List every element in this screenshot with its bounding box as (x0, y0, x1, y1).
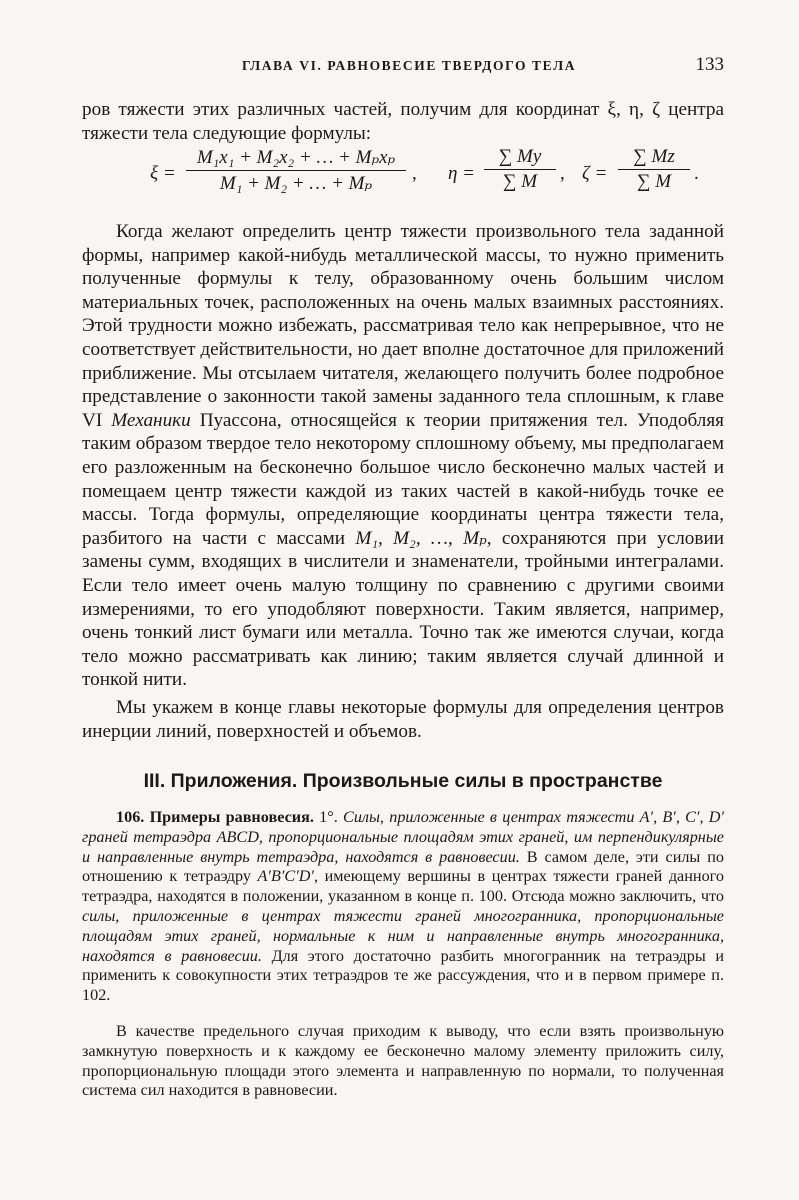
p3-text: В самом деле, эти силы по отношению к тетраэдру (82, 847, 724, 886)
center-of-gravity-formulas (150, 146, 710, 204)
p1-text: Когда желают определить центр тяжести произвольного тела заданной формы, например какой-нибудь металлической массы, то нужно применить полученные формулы к телу, образованному очень большим числом материальных точек, расположенных на очень малых взаимных расстояниях. Этой трудности можно избежать, рассматривая тело как непрерывное, что не соответствует действительности, но дает вполне достаточное для приложений приближение. Мы отсылаем читателя, желающего получить более подробное представление о законности такой замены заданного тела сплошным, к главе VI (82, 221, 724, 431)
paragraph-end-of-chapter-note: Мы укажем в конце главы некоторые формулы для определения центров инерции линий, поверхностей и объемов. (82, 697, 724, 742)
intro-paragraph: ров тяжести этих различных частей, получим для координат ξ, η, ζ центра тяжести тела следующие формулы: (82, 99, 724, 144)
separator: , (412, 163, 417, 184)
zeta-denominator: ∑ M (636, 171, 672, 192)
paragraph-equilibrium-examples (82, 808, 724, 1006)
p3-tetrahedron-name: A′B′C′D′ (257, 867, 314, 886)
xi-denominator: M₁ + M₂ + … + Mₚ (219, 173, 373, 194)
eta-denominator: ∑ M (502, 171, 538, 192)
xi-lhs: ξ = (150, 163, 176, 184)
paragraph-limiting-case: В качестве предельного случая приходим к выводу, что если взять произвольную замкнутую поверхность и к каждому ее бесконечно малому элементу приложить силу, пропорциональную площади этого элемента и направленную по нормали, то полученная система сил находится в равновесии. (82, 1022, 724, 1100)
example-heading: 106. Примеры равновесия. (116, 808, 314, 826)
xi-fraction (186, 146, 406, 195)
zeta-lhs: ζ = (582, 163, 608, 184)
eta-lhs: η = (448, 163, 475, 184)
p3-text: 1°. (313, 808, 344, 826)
p3-theorem-tetrahedron: Силы, приложенные в центрах тяжести A′, B′, C′, D′ граней тетраэдра ABCD, пропорциональные площадям этих граней, им перпендикулярные и направленные внутрь тетраэдра, находятся в равновесии. (82, 808, 724, 866)
zeta-numerator: ∑ Mz (633, 146, 675, 167)
p3-theorem-polyhedron: силы, приложенные в центрах тяжести граней многогранника, пропорциональные площадям этих граней, нормальные к ним и направленные внутрь многогранника, находятся в равновесии. (82, 906, 724, 965)
fraction-bar (618, 169, 690, 170)
page-header (82, 54, 724, 80)
eta-numerator: ∑ My (498, 146, 542, 167)
paragraph-continuous-body (82, 220, 724, 692)
p3-text: Для этого достаточно разбить многогранник на тетраэдры и применить к совокупности этих тетраэдров те же рассуждения, что и в первом примере п. 102. (82, 946, 724, 1005)
running-head: ГЛАВА VI. РАВНОВЕСИЕ ТВЕРДОГО ТЕЛА (242, 58, 577, 73)
p3-text: , имеющему вершины в центрах тяжести граней данного тетраэдра, находятся в положении, указанном в конце п. 100. Отсюда можно заключить, что (82, 867, 724, 906)
fraction-bar (186, 170, 406, 171)
p1-text: , сохраняются при условии замены сумм, входящих в числители и знаменатели, тройными интегралами. Если тело имеет очень малую толщину по сравнению с другими своими измерениями, то его уподобляют поверхности. Таким является, например, очень тонкий лист бумаги или металла. Точно так же имеются случаи, когда тело можно рассматривать как линию; таким является случай длинной и тонкой нити. (82, 527, 724, 691)
separator: , (560, 163, 565, 184)
p1-text: Пуассона, относящейся к теории притяжения тел. Уподобляя таким образом твердое тело некоторому сплошному объему, мы предполагаем его разложенным на бесконечно большое число бесконечно малых частей и помещаем центр тяжести каждой из таких частей в какой-нибудь точке ее массы. Тогда формулы, определяющие координаты центра тяжести тела, разбитого на части с массами (82, 409, 724, 549)
p1-mechanics-title: Механики (111, 409, 191, 431)
fraction-bar (484, 169, 556, 170)
eta-fraction (484, 146, 556, 193)
xi-numerator: M₁x₁ + M₂x₂ + … + Mₚxₚ (196, 147, 396, 168)
zeta-fraction (618, 146, 690, 193)
page-number: 133 (695, 54, 724, 75)
formula-end: . (694, 163, 699, 184)
section-title: III. Приложения. Произвольные силы в пространстве (143, 770, 663, 792)
p1-masses: M₁, M₂, …, Mₚ (355, 527, 487, 549)
